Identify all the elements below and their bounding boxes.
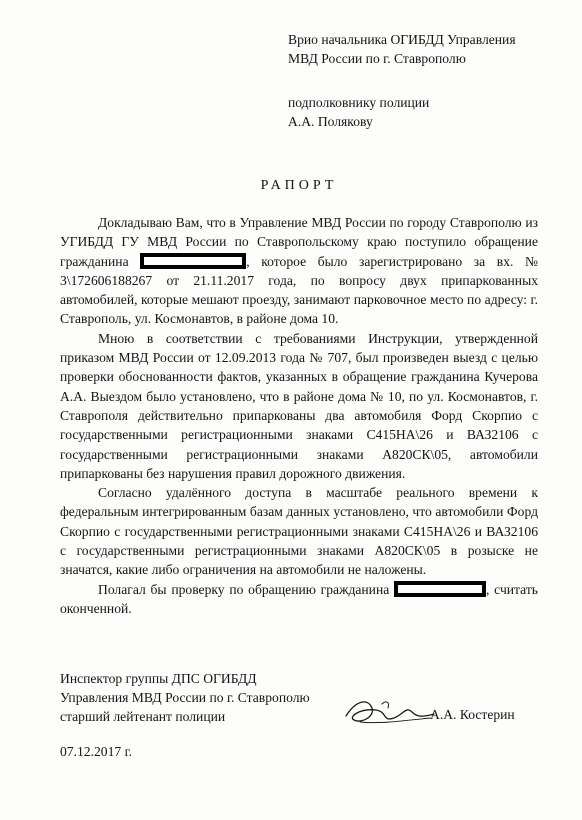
paragraph-1-start: Докладываю Вам, что в Управление МВД России по городу Ставрополю из УГИБДД ГУ МВД России по Ставропольскому краю поступило обращение гражданина [60, 215, 538, 269]
addressee-position-line2: МВД России по г. Ставрополю [288, 51, 466, 66]
paragraph-4-start: Полагал бы проверку по обращению гражданина [98, 581, 395, 597]
paragraph-4 [60, 580, 538, 619]
addressee-rank: подполковнику полиции [288, 95, 430, 110]
report-body [60, 213, 538, 618]
redacted-name-box [394, 581, 486, 597]
addressee-block [288, 30, 516, 131]
signer-position-line3: старший лейтенант полиции [60, 709, 226, 724]
document-title: РАПОРТ [260, 178, 338, 193]
signer-position-line1: Инспектор группы ДПС ОГИБДД [60, 671, 257, 686]
paragraph-1 [60, 213, 538, 329]
addressee-name: А.А. Полякову [288, 114, 373, 129]
paragraph-3: Согласно удалённого доступа в масштабе реального времени к федеральным интегрированным базам данных установлено, что автомобили Форд Скорпио с государственными регистрационными знаками С415НА\26 и ВАЗ2106 с государственными регистрационными знаками А820СК\05 в розыске не значатся, какие либо ограничения на автомобили не наложены. [60, 485, 538, 578]
signer-name: А.А. Костерин [430, 707, 515, 722]
paragraph-1-end: , которое было зарегистрировано за вх. № 3\172606188267 от 21.11.2017 года, по вопросу двух припаркованных автомобилей, которые мешают проезду, занимают парковочное место по адресу: г. Ставрополь, ул. Космонавтов, в районе дома 10. [60, 253, 538, 327]
addressee-gap [288, 68, 516, 93]
signer-position-line2: Управления МВД России по г. Ставрополю [60, 690, 310, 705]
document-date: 07.12.2017 г. [60, 744, 133, 759]
paragraph-4-end: , считать оконченной. [60, 581, 538, 616]
handwritten-signature [342, 694, 438, 728]
signer-position-block [60, 669, 310, 726]
paragraph-2: Мною в соответствии с требованиями Инструкции, утвержденной приказом МВД России от 12.09.2013 года № 707, был произведен выезд с целью проверки обоснованности фактов, указанных в обращение гражданина Кучерова А.А. Выездом было установлено, что в районе дома № 10, по ул. Космонавтов, г. Ставрополя действительно припаркованы два автомобиля Форд Скорпио с государственными регистрационными знаками С415НА\26 и ВАЗ2106 с государственными регистрационными знаками А820СК\05, автомобили припаркованы без нарушения правил дорожного движения. [60, 330, 538, 481]
addressee-position-line1: Врио начальника ОГИБДД Управления [288, 32, 516, 47]
redacted-name-box [140, 253, 246, 269]
